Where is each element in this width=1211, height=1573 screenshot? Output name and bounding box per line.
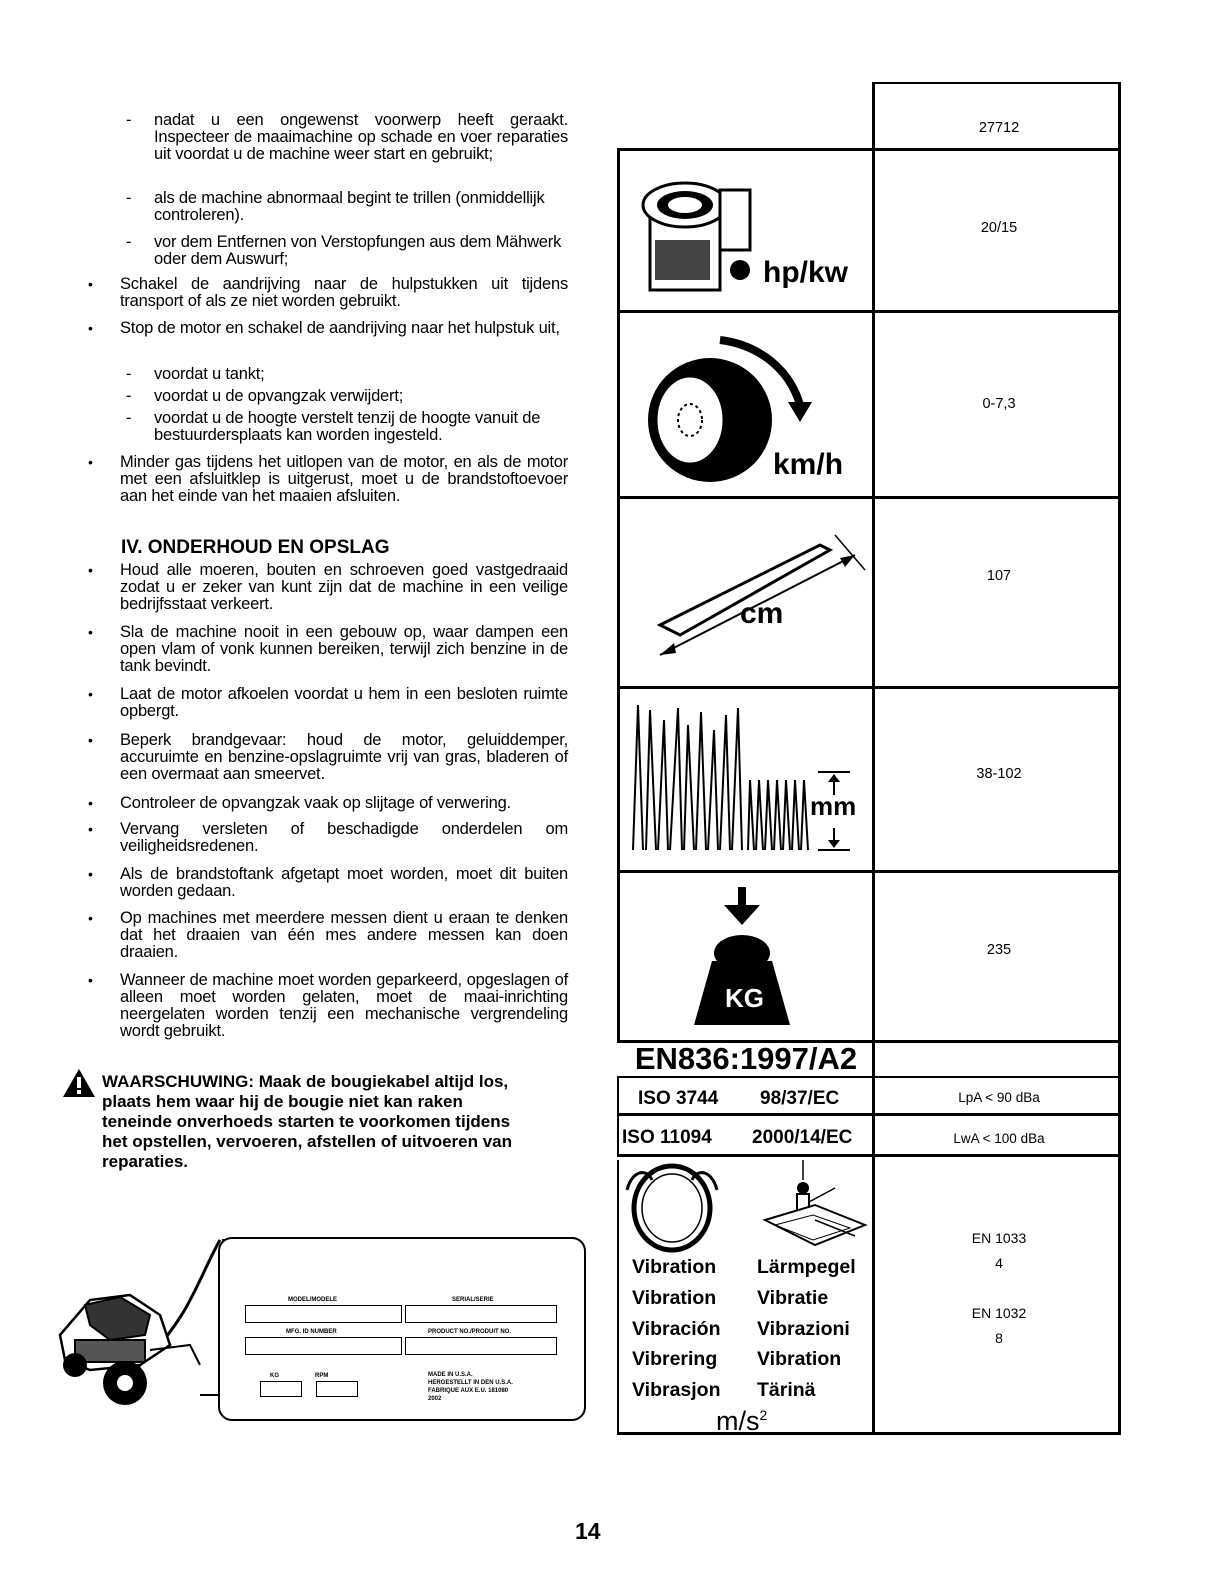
- spec-value: 27712: [978, 120, 1020, 136]
- spec-value: 20/15: [980, 220, 1018, 236]
- iso-standard: ISO 3744: [638, 1088, 719, 1109]
- vibration-label: Vibration: [632, 1256, 717, 1278]
- spec-value: 235: [986, 942, 1012, 958]
- vibration-value: 8: [995, 1330, 1003, 1346]
- iso-standard: ISO 11094: [622, 1127, 712, 1148]
- list-item: - nadat u een ongewenst voorwerp heeft geraakt. Inspecteer de maaimachine op schade en voer reparaties uit voordat u de machine weer start en gebruikt;: [126, 111, 568, 163]
- model-field: [245, 1305, 402, 1323]
- vibration-standard: EN 1032: [971, 1305, 1027, 1321]
- nameplate: MODEL/MODELE SERIAL/SERIE MFG. ID NUMBER PRODUCT NO./PRODUIT NO. KG RPM MADE IN U.S.A. HERGESTELLT IN DEN U.S.A. FABRIQUE AUX E.U. 181080 2002: [218, 1237, 586, 1421]
- list-item: - vor dem Entfernen von Verstopfungen aus dem Mähwerk oder dem Auswurf;: [126, 233, 562, 268]
- vibration-label: Vibración: [632, 1318, 721, 1340]
- warning-text: WAARSCHUWING: Maak de bougiekabel altijd los, plaats hem waar hij de bougie niet kan raken teneinde onverhoeds starten te voorkomen tijdens het opstellen, vervoeren, afstellen of uitvoeren van reparaties.: [102, 1072, 513, 1171]
- list-item: • Stop de motor en schakel de aandrijving naar het hulpstuk uit,: [88, 319, 560, 337]
- vibration-label: Vibratie: [757, 1287, 829, 1309]
- spec-unit: mm: [810, 791, 857, 821]
- mfg-field: [245, 1337, 402, 1355]
- seat-vibration-icon: [755, 1160, 875, 1255]
- spec-unit: hp/kw: [763, 256, 849, 289]
- vibration-label: Vibrasjon: [632, 1379, 721, 1401]
- warning-icon: [62, 1068, 96, 1098]
- spec-unit: km/h: [773, 448, 844, 481]
- spec-value: 38-102: [976, 766, 1022, 782]
- vibration-label: Lärmpegel: [757, 1256, 856, 1278]
- kg-field: [260, 1381, 302, 1397]
- product-field: [405, 1337, 557, 1355]
- standard-label: EN836:1997/A2: [634, 1041, 858, 1076]
- spec-unit: KG: [725, 983, 764, 1013]
- blade-icon: [640, 525, 870, 665]
- vibration-standard: EN 1033: [971, 1230, 1027, 1246]
- spec-value: 107: [986, 568, 1012, 584]
- vibration-value: 4: [995, 1255, 1003, 1271]
- engine-icon: [630, 160, 760, 300]
- vibration-label: Vibrazioni: [757, 1318, 850, 1340]
- vibration-label: Vibrering: [632, 1348, 718, 1370]
- directive: 98/37/EC: [760, 1088, 840, 1109]
- vibration-label: Vibration: [757, 1348, 842, 1370]
- serial-field: [405, 1305, 557, 1323]
- vibration-label: Tärinä: [757, 1379, 816, 1401]
- list-item: - als de machine abnormaal begint te trillen (onmiddellijk controleren).: [126, 189, 545, 224]
- spec-unit: cm: [740, 597, 784, 630]
- vibration-unit: $m/s^2$: [716, 1406, 768, 1436]
- page-number: 14: [575, 1518, 601, 1544]
- list-item: • Schakel de aandrijving naar de hulpstukken uit tijdens transport of als ze niet worden gebruikt.: [88, 275, 568, 310]
- directive: 2000/14/EC: [752, 1127, 853, 1148]
- grass-height-icon: [628, 700, 868, 860]
- noise-value: LpA < 90 dBa: [958, 1090, 1040, 1105]
- noise-value: LwA < 100 dBa: [953, 1131, 1045, 1146]
- spec-value: 0-7,3: [982, 396, 1016, 412]
- vibration-label: Vibration: [632, 1287, 717, 1309]
- section-heading: IV. ONDERHOUD EN OPSLAG: [121, 537, 390, 558]
- steering-wheel-icon: [622, 1160, 722, 1255]
- rpm-field: [316, 1381, 358, 1397]
